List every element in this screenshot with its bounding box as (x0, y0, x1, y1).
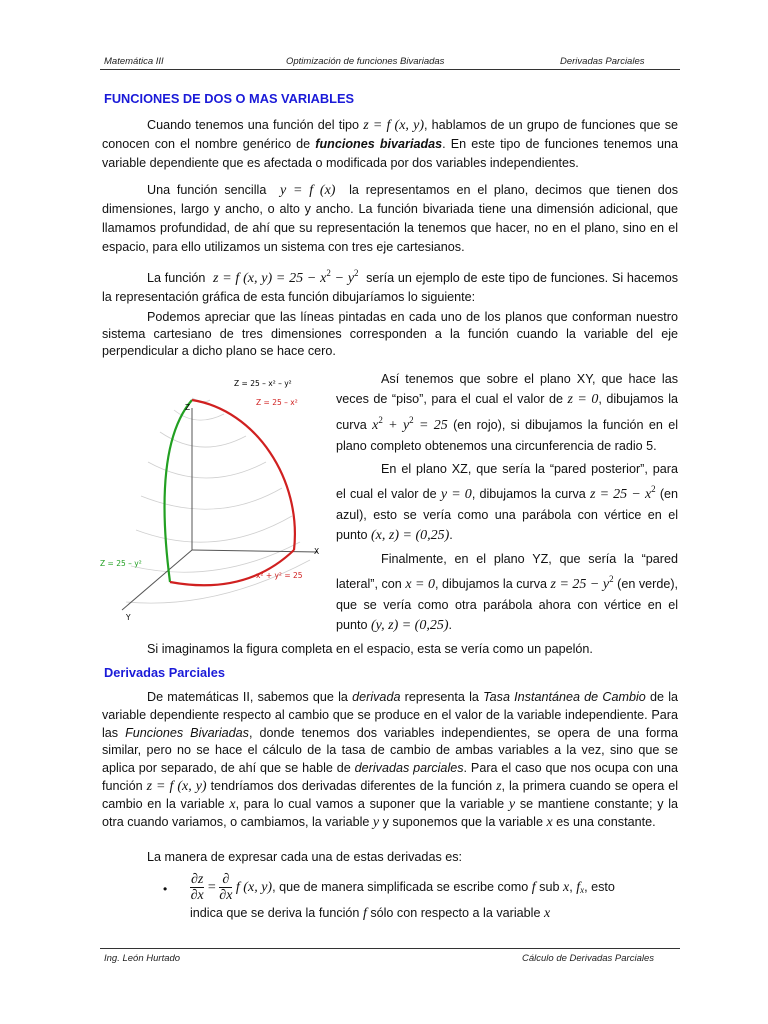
header-center: Optimización de funciones Bivariadas (286, 56, 445, 67)
paragraph-planes: Podemos apreciar que las líneas pintadas en cada uno de los planos que conforman nuestro sistema cartesiano de tres dimensiones corresponden a la función cuando la variable del eje perpendicular a dicho plano se hace cero. (102, 310, 678, 358)
footer-rule (100, 948, 680, 949)
red-parabola (192, 400, 295, 550)
paragraph-intro: Cuando tenemos una función del tipo z = f (x, y), hablamos de un grupo de funciones que se conocen con el nombre genérico de funciones bivariadas. En este tipo de funciones tenemos una variable dependiente que es afectada o modificada por dos variables independientes. (102, 118, 679, 170)
label-z-y: Z = 25 – y² (100, 559, 142, 568)
subsection-title: Derivadas Parciales (104, 665, 225, 680)
axis-x-label: X (314, 547, 320, 556)
section-title: FUNCIONES DE DOS O MAS VARIABLES (104, 91, 355, 106)
fraction-d-dx: $\frac{\partial}{\partial x}$ (219, 872, 233, 903)
fraction-dz-dx: $\frac{\partial z}{\partial x}$ (190, 872, 204, 903)
axis-z-label: Z (185, 403, 191, 412)
paragraph-plane-xy: Así tenemos que sobre el plano XY, que hace las veces de “piso”, para el cual el valor de z = 0, dibujamos la curva $x^2 + y^2 = 25$ (en rojo), si dibujamos la función en el plano completo obtenemos una circunferencia de radio 5. (336, 372, 679, 453)
label-circle: x² + y² = 25 (256, 571, 303, 580)
figure-title: Z = 25 – x² – y² (234, 379, 292, 388)
bullet-partial-x: $\frac{\partial z}{\partial x}$ = $\frac{\partial}{\partial x}$ f (x, y), que de manera simplificada se escribe como f sub x, $f_x$, esto indica que se deriva la función f sólo con respecto a la variable x (190, 872, 615, 921)
bold-term: funciones bivariadas (315, 137, 443, 151)
paraboloid-figure (96, 370, 326, 625)
paragraph-plane-yz: Finalmente, en el plano YZ, que sería la “pared lateral”, con x = 0, dibujamos la curva $z = 25 - y^2$ (en verde), que se vería como otra parábola ahora con vértice en el punto (y, z) = (0,25). (336, 552, 679, 633)
paragraph-expression: La manera de expresar cada una de estas derivadas es: (147, 850, 463, 864)
paragraph-derivatives: De matemáticas II, sabemos que la derivada representa la Tasa Instantánea de Cambio de la variable dependiente respecto al cambio que se produce en el valor de la variable independiente. Para las Funciones Bivariadas, donde tenemos dos variables independientes, se opera de una forma similar, pero no se hace el cálculo de la tasa de cambio de ambas variables a la vez, sino que se aplica por separado, de ahí que se hable de derivadas parciales. Para el caso que nos ocupa con una función z = f (x, y) tendríamos dos derivadas diferentes de la función z, la primera cuando se opera el cambio en la variable x, para lo cual vamos a suponer que la variable y se mantiene constante; y la otra cuando variamos, o cambiamos, la variable y y suponemos que la variable x es una constante. (102, 690, 679, 830)
axis-y-label: Y (126, 613, 131, 622)
green-parabola (165, 400, 192, 582)
paragraph-papelon: Si imaginamos la figura completa en el espacio, esta se vería como un papelón. (147, 642, 593, 656)
paragraph-plane-xz: En el plano XZ, que sería la “pared posterior”, para el cual el valor de y = 0, dibujamos la curva $z = 25 - x^2$ (en azul), esto se vería como una parábola con vértice en el punto (x, z) = (0,25). (336, 462, 679, 543)
header-rule (100, 69, 680, 70)
header-right: Derivadas Parciales (560, 56, 645, 67)
label-z-x: Z = 25 – x² (256, 398, 298, 407)
footer-left: Ing. León Hurtado (104, 953, 181, 964)
paragraph-example: La función z = f (x, $y) = 25 - x^2 - y^2$ sería un ejemplo de este tipo de funciones. Si hacemos la representación gráfica de esta función dibujaríamos lo siguiente: (102, 268, 679, 304)
paragraph-simple-function: Una función sencilla y = f (x) la representamos en el plano, decimos que tienen dos dimensiones, largo y ancho, o alto y ancho. La función bivariada tiene una dimensión adicional, que llamamos profundidad, de ahí que su representación la tenemos que hacer, no en el plano, sino en el espacio, para ello utilizamos un sistema con tres eje cartesianos. (102, 183, 678, 254)
header-left: Matemática III (104, 56, 164, 67)
footer-right: Cálculo de Derivadas Parciales (522, 953, 655, 964)
bullet-symbol: • (163, 882, 168, 896)
